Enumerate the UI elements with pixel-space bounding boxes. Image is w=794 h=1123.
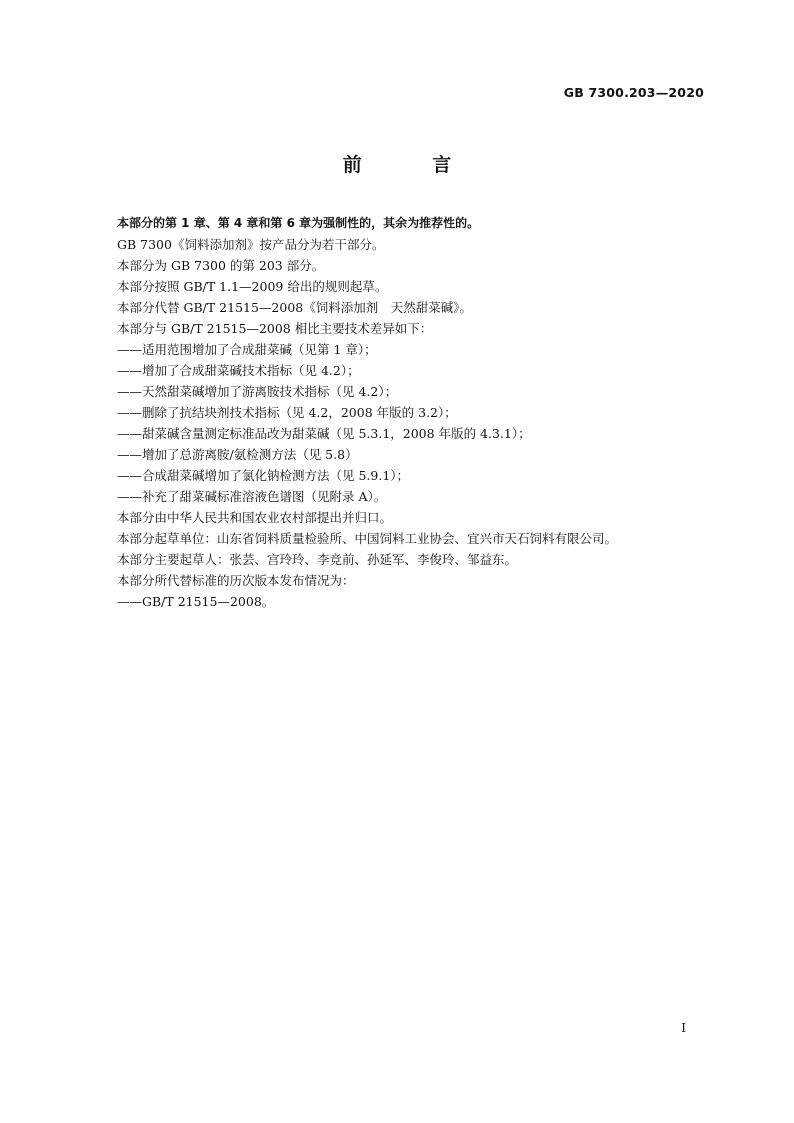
paragraph-mandatory-clauses: 本部分的第 1 章、第 4 章和第 6 章为强制性的，其余为推荐性的。: [117, 216, 480, 230]
change-item: ——甜菜碱含量测定标准品改为甜菜碱（见 5.3.1，2008 年版的 4.3.1）；: [117, 426, 531, 441]
paragraph-part-number: 本部分为 GB 7300 的第 203 部分。: [117, 258, 325, 273]
change-item: ——增加了合成甜菜碱技术指标（见 4.2）；: [117, 363, 360, 378]
paragraph-drafting-units: 本部分起草单位：山东省饲料质量检验所、中国饲料工业协会、宜兴市天石饲料有限公司。: [117, 531, 618, 546]
paragraph-main-changes: 本部分与 GB/T 21515—2008 相比主要技术差异如下：: [117, 321, 433, 336]
previous-edition-item: ——GB/T 21515—2008。: [117, 594, 275, 609]
page-number: I: [681, 1021, 686, 1035]
page-title: 前 言: [342, 154, 484, 176]
paragraph-drafters: 本部分主要起草人：张芸、宫玲玲、李竞前、孙延军、李俊玲、邹益东。: [117, 552, 518, 567]
change-item: ——适用范围增加了合成甜菜碱（见第 1 章）；: [117, 342, 377, 357]
paragraph-replaces: 本部分代替 GB/T 21515—2008《饲料添加剂 天然甜菜碱》。: [117, 300, 472, 315]
change-item: ——增加了总游离胺/氨检测方法（见 5.8）: [117, 447, 358, 462]
paragraph-previous-editions: 本部分所代替标准的历次版本发布情况为：: [117, 573, 355, 588]
document-code: GB 7300.203—2020: [563, 85, 704, 100]
paragraph-drafting-rules: 本部分按照 GB/T 1.1—2009 给出的规则起草。: [117, 279, 388, 294]
change-item: ——删除了抗结块剂技术指标（见 4.2，2008 年版的 3.2）；: [117, 405, 457, 420]
change-item: ——补充了甜菜碱标准溶液色谱图（见附录 A）。: [117, 489, 387, 504]
paragraph-proposed-by: 本部分由中华人民共和国农业农村部提出并归口。: [117, 510, 393, 525]
foreword-body: [117, 213, 717, 612]
paragraph-series-structure: GB 7300《饲料添加剂》按产品分为若干部分。: [117, 237, 385, 252]
change-item: ——天然甜菜碱增加了游离胺技术指标（见 4.2）；: [117, 384, 398, 399]
change-item: ——合成甜菜碱增加了氯化钠检测方法（见 5.9.1）；: [117, 468, 410, 483]
